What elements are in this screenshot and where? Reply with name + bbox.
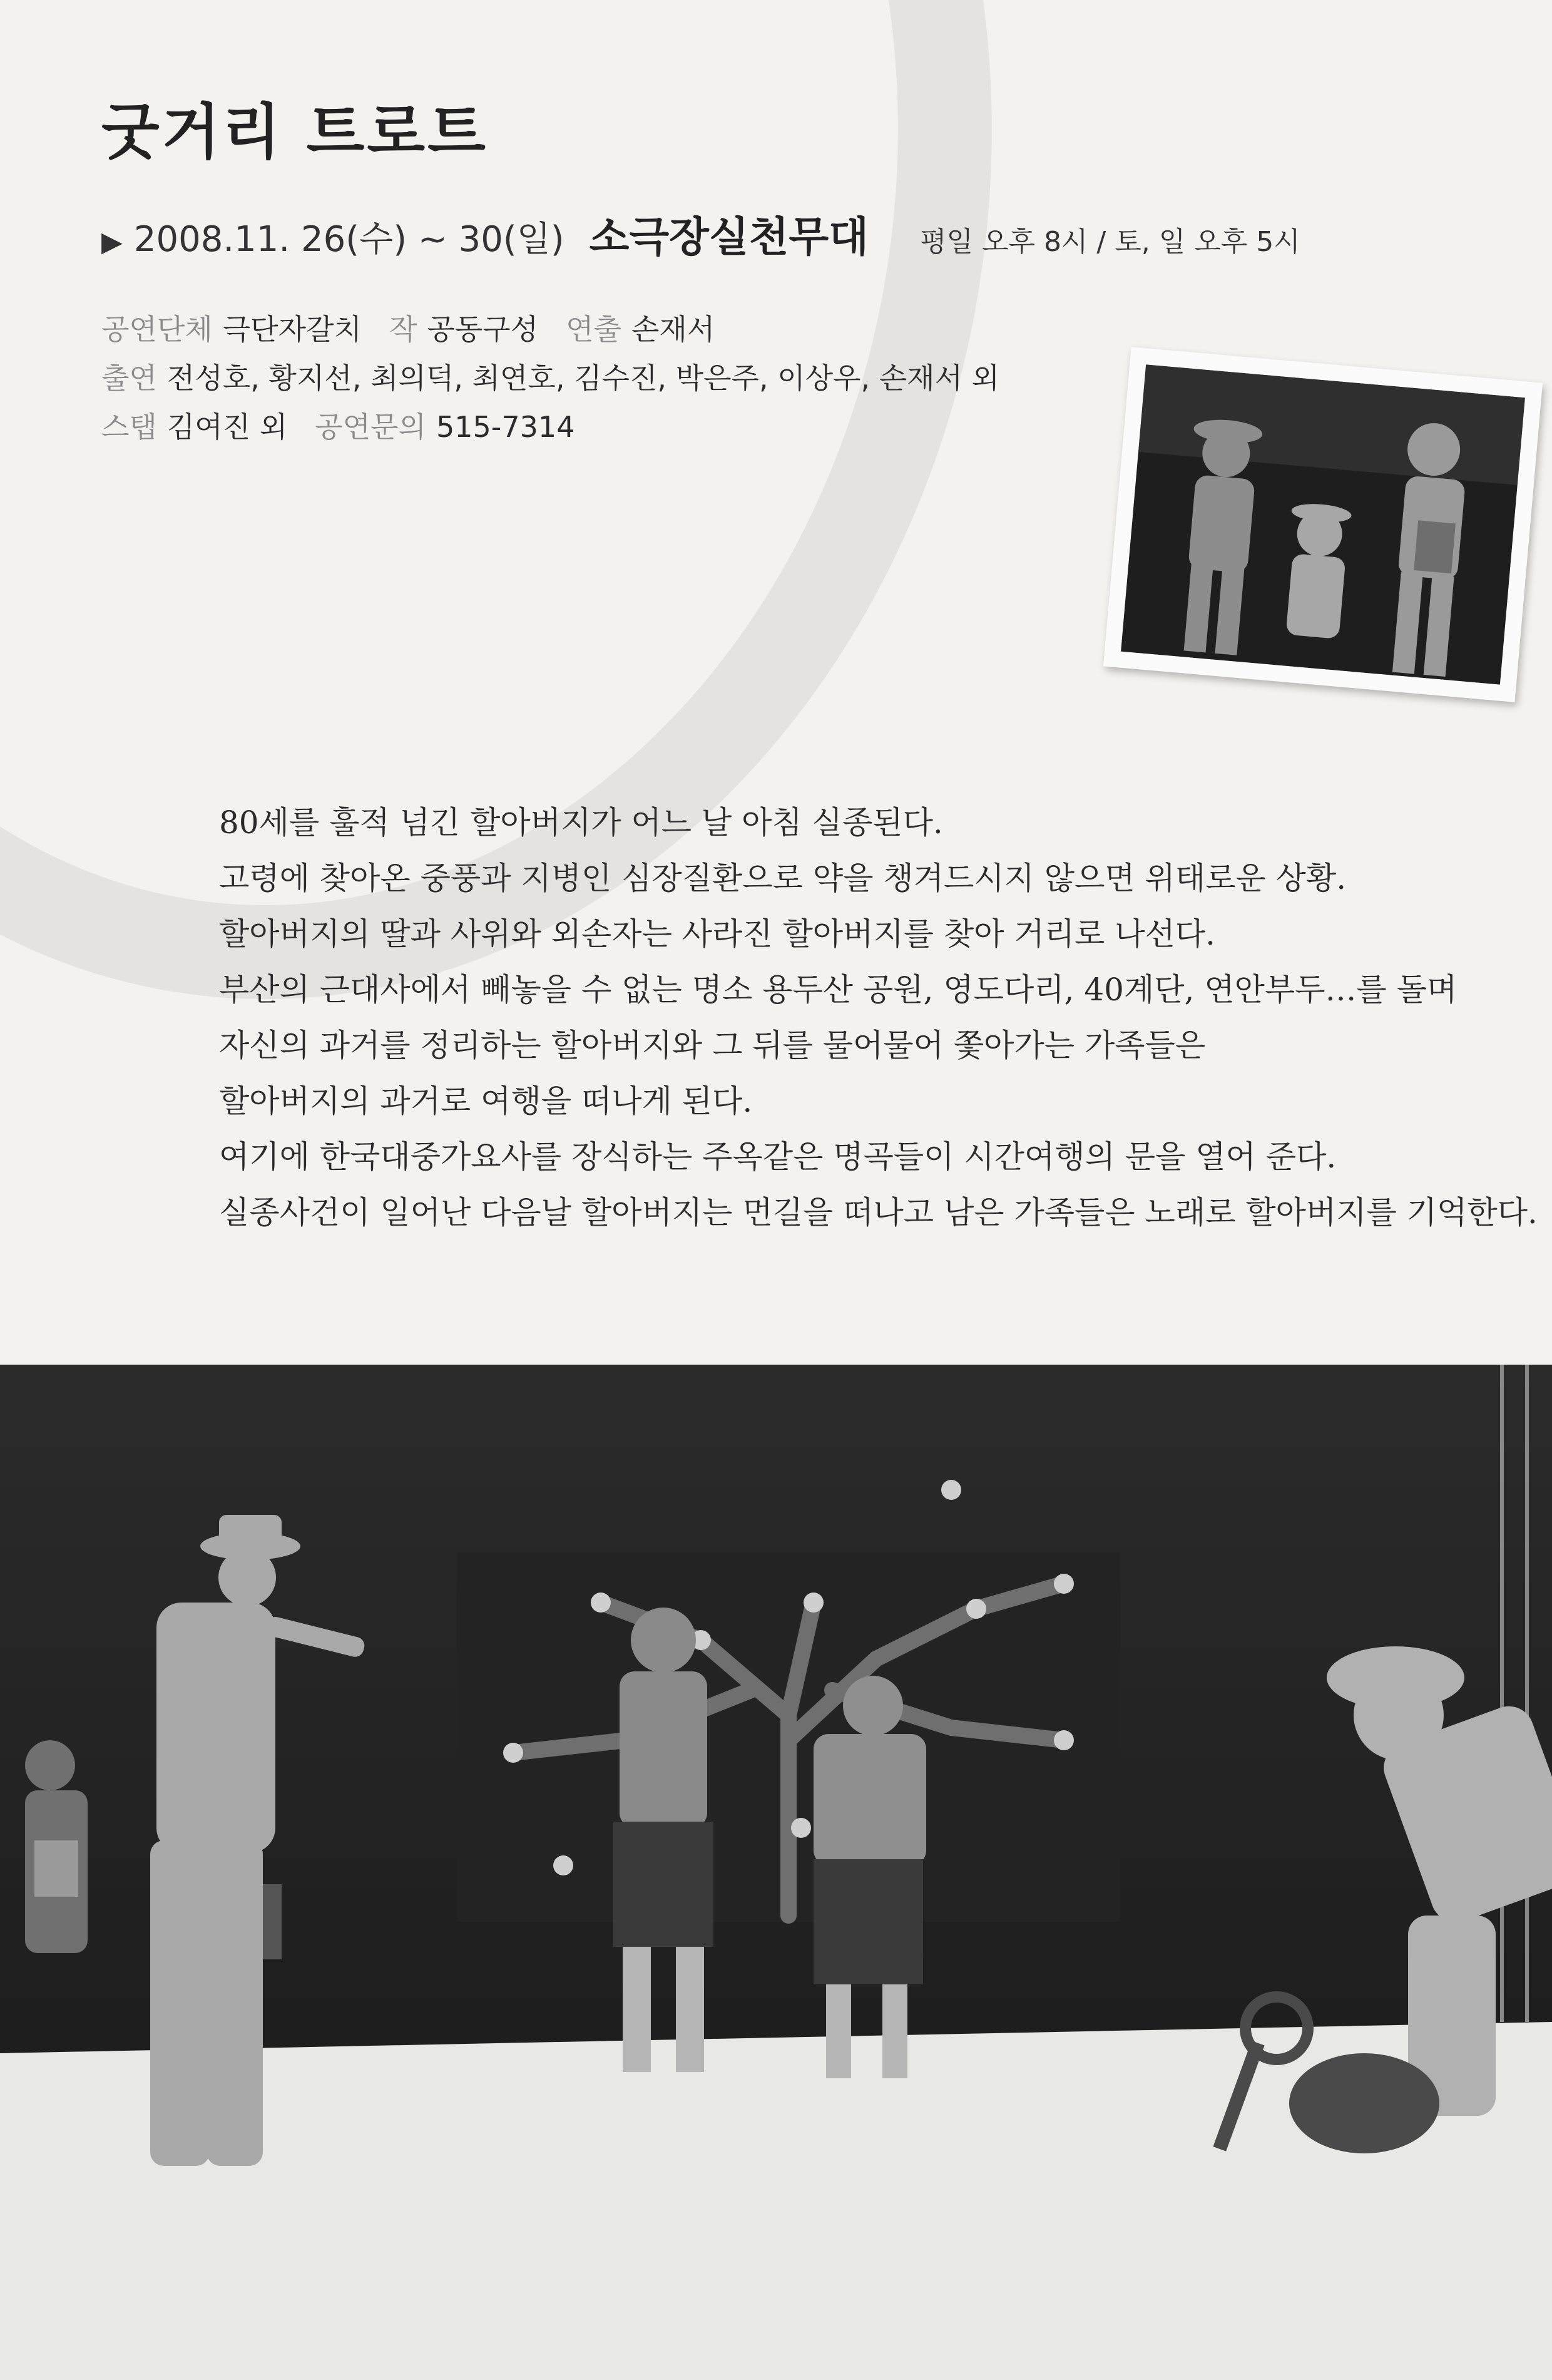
synopsis-line: 부산의 근대사에서 빼놓을 수 없는 명소 용두산 공원, 영도다리, 40계단, 연안부두…를 돌며 [219, 972, 1458, 1008]
info-row-staff [101, 404, 602, 446]
info-row-company [101, 307, 742, 348]
director-label: 연출 [566, 312, 621, 346]
schedule-row [101, 203, 1300, 261]
staff-label: 스탭 [101, 410, 157, 444]
company-value: 극단자갈치 [222, 312, 362, 346]
synopsis-line: 여기에 한국대중가요사를 장식하는 주옥같은 명곡들이 시간여행의 문을 열어 준다. [219, 1139, 1337, 1175]
info-row-cast [101, 356, 1027, 397]
stage-photo [0, 1365, 1552, 2380]
staff-value: 김여진 외 [166, 410, 288, 444]
contact-value: 515-7314 [436, 410, 575, 444]
synopsis-line: 할아버지의 딸과 사위와 외손자는 사라진 할아버지를 찾아 거리로 나선다. [219, 916, 1216, 952]
performance-date: 2008.11. 26(수) ~ 30(일) [133, 219, 564, 260]
synopsis-line: 고령에 찾아온 중풍과 지병인 심장질환으로 약을 챙겨드시지 않으면 위태로운 상황. [219, 860, 1347, 896]
performance-snapshot-photo [1103, 347, 1543, 702]
page-title: 굿거리 트로트 [101, 96, 488, 167]
synopsis-line: 80세를 훌적 넘긴 할아버지가 어느 날 아침 실종된다. [219, 804, 943, 841]
synopsis-line: 할아버지의 과거로 여행을 떠나게 된다. [219, 1083, 753, 1119]
cast-value: 전성호, 황지선, 최의덕, 최연호, 김수진, 박은주, 이상우, 손재서 외 [166, 361, 1000, 395]
writer-value: 공동구성 [427, 312, 539, 346]
synopsis-line: 실종사건이 일어난 다음날 할아버지는 먼길을 떠나고 남은 가족들은 노래로 할아버지를 기억한다. [219, 1194, 1538, 1231]
showtime: 평일 오후 8시 / 토, 일 오후 5시 [919, 226, 1300, 258]
cast-label: 출연 [101, 361, 157, 395]
synopsis-line: 자신의 과거를 정리하는 할아버지와 그 뒤를 물어물어 쫓아가는 가족들은 [219, 1027, 1206, 1064]
writer-label: 작 [389, 312, 417, 346]
contact-label: 공연문의 [315, 410, 426, 444]
company-label: 공연단체 [101, 312, 213, 346]
venue-name: 소극장실천무대 [589, 213, 869, 261]
triangle-marker-icon: ▶ [101, 226, 123, 258]
synopsis [219, 795, 1538, 1241]
director-value: 손재서 [631, 312, 715, 346]
